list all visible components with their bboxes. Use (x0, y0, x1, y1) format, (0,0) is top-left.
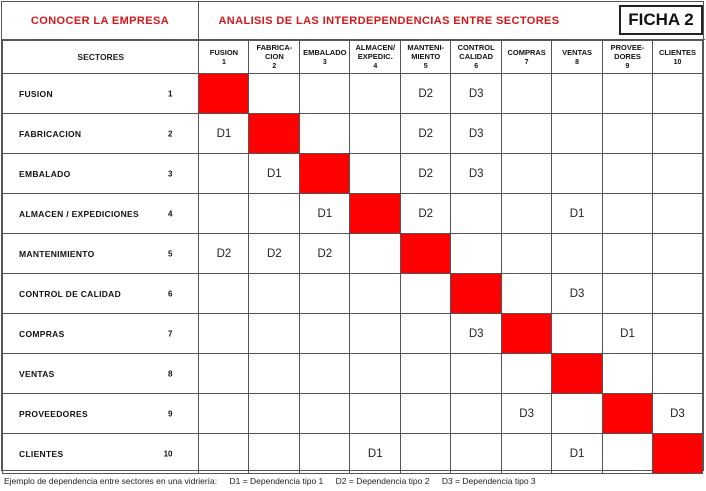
matrix-row (3, 434, 703, 474)
matrix-cell (401, 314, 451, 354)
matrix-cell: D3 (451, 74, 502, 114)
matrix-cell (451, 194, 502, 234)
diagonal-cell (652, 434, 702, 474)
footnote-intro: Ejemplo de dependencia entre sectores en una vidriería: (4, 476, 218, 486)
diagonal-cell (502, 314, 552, 354)
row-label: MANTENIMIENTO (19, 248, 95, 259)
matrix-cell (652, 274, 702, 314)
diagonal-cell (552, 354, 603, 394)
matrix-cell (552, 154, 603, 194)
row-label: CONTROL DE CALIDAD (19, 288, 122, 299)
diagonal-cell (199, 74, 249, 114)
matrix-cell (300, 314, 350, 354)
column-header (603, 41, 653, 74)
row-label: FABRICACION (19, 128, 82, 139)
matrix-cell: D2 (300, 234, 350, 274)
row-header (3, 434, 199, 474)
matrix-cell (603, 354, 653, 394)
matrix-cell (603, 274, 653, 314)
column-header-label: MANTENI- (407, 43, 445, 52)
matrix-cell (502, 194, 552, 234)
matrix-row (3, 114, 703, 154)
matrix-cell (603, 434, 653, 474)
row-label: PROVEEDORES (19, 408, 88, 419)
title-bar (2, 2, 705, 40)
row-number: 10 (163, 449, 173, 458)
column-number: 7 (524, 58, 529, 66)
matrix-cell (451, 434, 502, 474)
matrix-cell (603, 74, 653, 114)
matrix-cell (300, 434, 350, 474)
matrix-cell (300, 114, 350, 154)
row-number: 3 (168, 169, 173, 178)
matrix-cell (652, 74, 702, 114)
matrix-cell (652, 154, 702, 194)
row-header (3, 314, 199, 354)
column-number: 8 (575, 58, 580, 66)
matrix-cell (652, 314, 702, 354)
matrix-cell (350, 314, 401, 354)
diagonal-cell (350, 194, 401, 234)
matrix-cell (552, 234, 603, 274)
matrix-cell: D1 (603, 314, 653, 354)
column-header (502, 41, 552, 74)
matrix-cell (451, 354, 502, 394)
column-header-label-2: CION (264, 52, 284, 61)
column-number: 2 (272, 63, 277, 70)
matrix-cell (502, 74, 552, 114)
row-number: 7 (168, 329, 173, 338)
matrix-cell (401, 434, 451, 474)
matrix-cell (552, 314, 603, 354)
column-header (249, 41, 300, 74)
row-header (3, 234, 199, 274)
matrix-cell (300, 354, 350, 394)
matrix-cell (603, 234, 653, 274)
matrix-cell (401, 354, 451, 394)
matrix-cell: D1 (552, 434, 603, 474)
row-label: CLIENTES (19, 448, 64, 459)
matrix-cell (502, 274, 552, 314)
diagonal-cell (401, 234, 451, 274)
matrix-row (3, 354, 703, 394)
column-number: 9 (625, 63, 630, 70)
corner-label: SECTORES (3, 41, 199, 74)
column-header-label: COMPRAS (507, 47, 546, 57)
matrix-cell: D2 (199, 234, 249, 274)
row-label: FUSION (19, 88, 53, 99)
row-header (3, 194, 199, 234)
matrix-cell (552, 74, 603, 114)
row-number: 6 (168, 289, 173, 298)
row-number: 1 (168, 89, 173, 98)
row-label: ALMACEN / EXPEDICIONES (19, 208, 139, 219)
matrix-cell (350, 114, 401, 154)
matrix-cell (502, 154, 552, 194)
matrix-cell (199, 194, 249, 234)
matrix-cell (603, 154, 653, 194)
row-number: 2 (168, 129, 173, 138)
row-label: COMPRAS (19, 328, 65, 339)
section-title: CONOCER LA EMPRESA (2, 2, 199, 40)
matrix-cell: D1 (300, 194, 350, 234)
footnote-d3: D3 = Dependencia tipo 3 (441, 476, 536, 486)
matrix-body (3, 74, 703, 474)
matrix-cell: D1 (552, 194, 603, 234)
matrix-cell (451, 394, 502, 434)
matrix-cell: D2 (401, 194, 451, 234)
column-header-label: CLIENTES (658, 47, 697, 57)
matrix-cell (350, 154, 401, 194)
matrix-cell (249, 274, 300, 314)
row-header (3, 274, 199, 314)
matrix-cell (652, 194, 702, 234)
row-number: 8 (168, 369, 173, 378)
matrix-cell (199, 274, 249, 314)
matrix-cell (603, 114, 653, 154)
row-header (3, 74, 199, 114)
interdependency-matrix (2, 40, 703, 474)
legend-footnote (4, 476, 546, 486)
column-header-label-2: EXPEDIC. (357, 52, 393, 61)
matrix-cell: D3 (502, 394, 552, 434)
matrix-cell: D3 (451, 114, 502, 154)
matrix-cell (249, 194, 300, 234)
column-header-row (3, 41, 703, 74)
matrix-cell: D2 (249, 234, 300, 274)
column-number: 10 (673, 58, 682, 66)
matrix-cell (300, 394, 350, 434)
matrix-cell (199, 354, 249, 394)
column-header-label: PROVEE- (610, 43, 645, 52)
column-header-label: ALMACEN/ (355, 43, 396, 52)
row-header (3, 354, 199, 394)
matrix-row (3, 394, 703, 434)
matrix-row (3, 194, 703, 234)
column-header-label: FUSION (209, 47, 239, 57)
matrix-cell (350, 234, 401, 274)
matrix-row (3, 234, 703, 274)
footnote-d1: D1 = Dependencia tipo 1 (229, 476, 324, 486)
row-label: VENTAS (19, 368, 55, 379)
matrix-cell: D3 (451, 154, 502, 194)
diagonal-cell (249, 114, 300, 154)
row-header (3, 114, 199, 154)
matrix-cell (401, 274, 451, 314)
matrix-cell (199, 314, 249, 354)
row-header (3, 394, 199, 434)
matrix-cell (350, 274, 401, 314)
row-number: 5 (168, 249, 173, 258)
matrix-cell (350, 354, 401, 394)
diagonal-cell (451, 274, 502, 314)
matrix-cell (249, 314, 300, 354)
matrix-cell (652, 234, 702, 274)
column-number: 5 (423, 63, 428, 70)
column-header (652, 41, 702, 74)
matrix-cell (350, 394, 401, 434)
matrix-cell (603, 194, 653, 234)
matrix-cell (199, 434, 249, 474)
matrix-cell: D3 (652, 394, 702, 434)
row-label: EMBALADO (19, 168, 71, 179)
column-number: 1 (221, 58, 226, 66)
matrix-cell: D3 (451, 314, 502, 354)
column-header-label-2: CALIDAD (459, 52, 494, 61)
matrix-row (3, 274, 703, 314)
matrix-cell: D2 (401, 154, 451, 194)
column-header-label: CONTROL (457, 43, 495, 52)
matrix-row (3, 74, 703, 114)
matrix-cell: D2 (401, 114, 451, 154)
column-header (552, 41, 603, 74)
matrix-cell: D3 (552, 274, 603, 314)
matrix-cell (249, 74, 300, 114)
matrix-cell (451, 234, 502, 274)
matrix-cell (300, 74, 350, 114)
column-header-label-2: MIENTO (411, 52, 441, 61)
matrix-cell (249, 354, 300, 394)
ficha-badge: FICHA 2 (619, 5, 703, 35)
matrix-cell (502, 114, 552, 154)
column-header (300, 41, 350, 74)
matrix-row (3, 154, 703, 194)
column-number: 6 (474, 63, 479, 70)
matrix-cell (249, 394, 300, 434)
matrix-cell: D2 (401, 74, 451, 114)
ficha-sheet (1, 1, 704, 471)
matrix-cell (401, 394, 451, 434)
column-header (451, 41, 502, 74)
column-header-label-2: DORES (614, 52, 641, 61)
column-number: 4 (373, 63, 378, 70)
column-header-label: VENTAS (562, 47, 592, 57)
matrix-cell: D1 (249, 154, 300, 194)
diagonal-cell (603, 394, 653, 434)
matrix-cell (199, 154, 249, 194)
column-header (199, 41, 249, 74)
column-header (350, 41, 401, 74)
row-number: 9 (168, 409, 173, 418)
column-header-label: EMBALADO (303, 47, 347, 57)
matrix-cell (502, 354, 552, 394)
matrix-cell (350, 74, 401, 114)
matrix-row (3, 314, 703, 354)
matrix-cell (652, 114, 702, 154)
page-title: ANALISIS DE LAS INTERDEPENDENCIAS ENTRE SECTORES (199, 2, 619, 40)
matrix-cell (300, 274, 350, 314)
column-number: 3 (322, 58, 327, 66)
column-header (401, 41, 451, 74)
matrix-cell (552, 114, 603, 154)
matrix-cell (502, 234, 552, 274)
matrix-cell (502, 434, 552, 474)
row-header (3, 154, 199, 194)
matrix-cell (652, 354, 702, 394)
matrix-cell: D1 (199, 114, 249, 154)
row-number: 4 (168, 209, 173, 218)
matrix-cell (199, 394, 249, 434)
diagonal-cell (300, 154, 350, 194)
matrix-cell (552, 394, 603, 434)
column-header-label: FABRICA- (256, 43, 293, 52)
footnote-d2: D2 = Dependencia tipo 2 (335, 476, 430, 486)
matrix-cell: D1 (350, 434, 401, 474)
matrix-cell (249, 434, 300, 474)
